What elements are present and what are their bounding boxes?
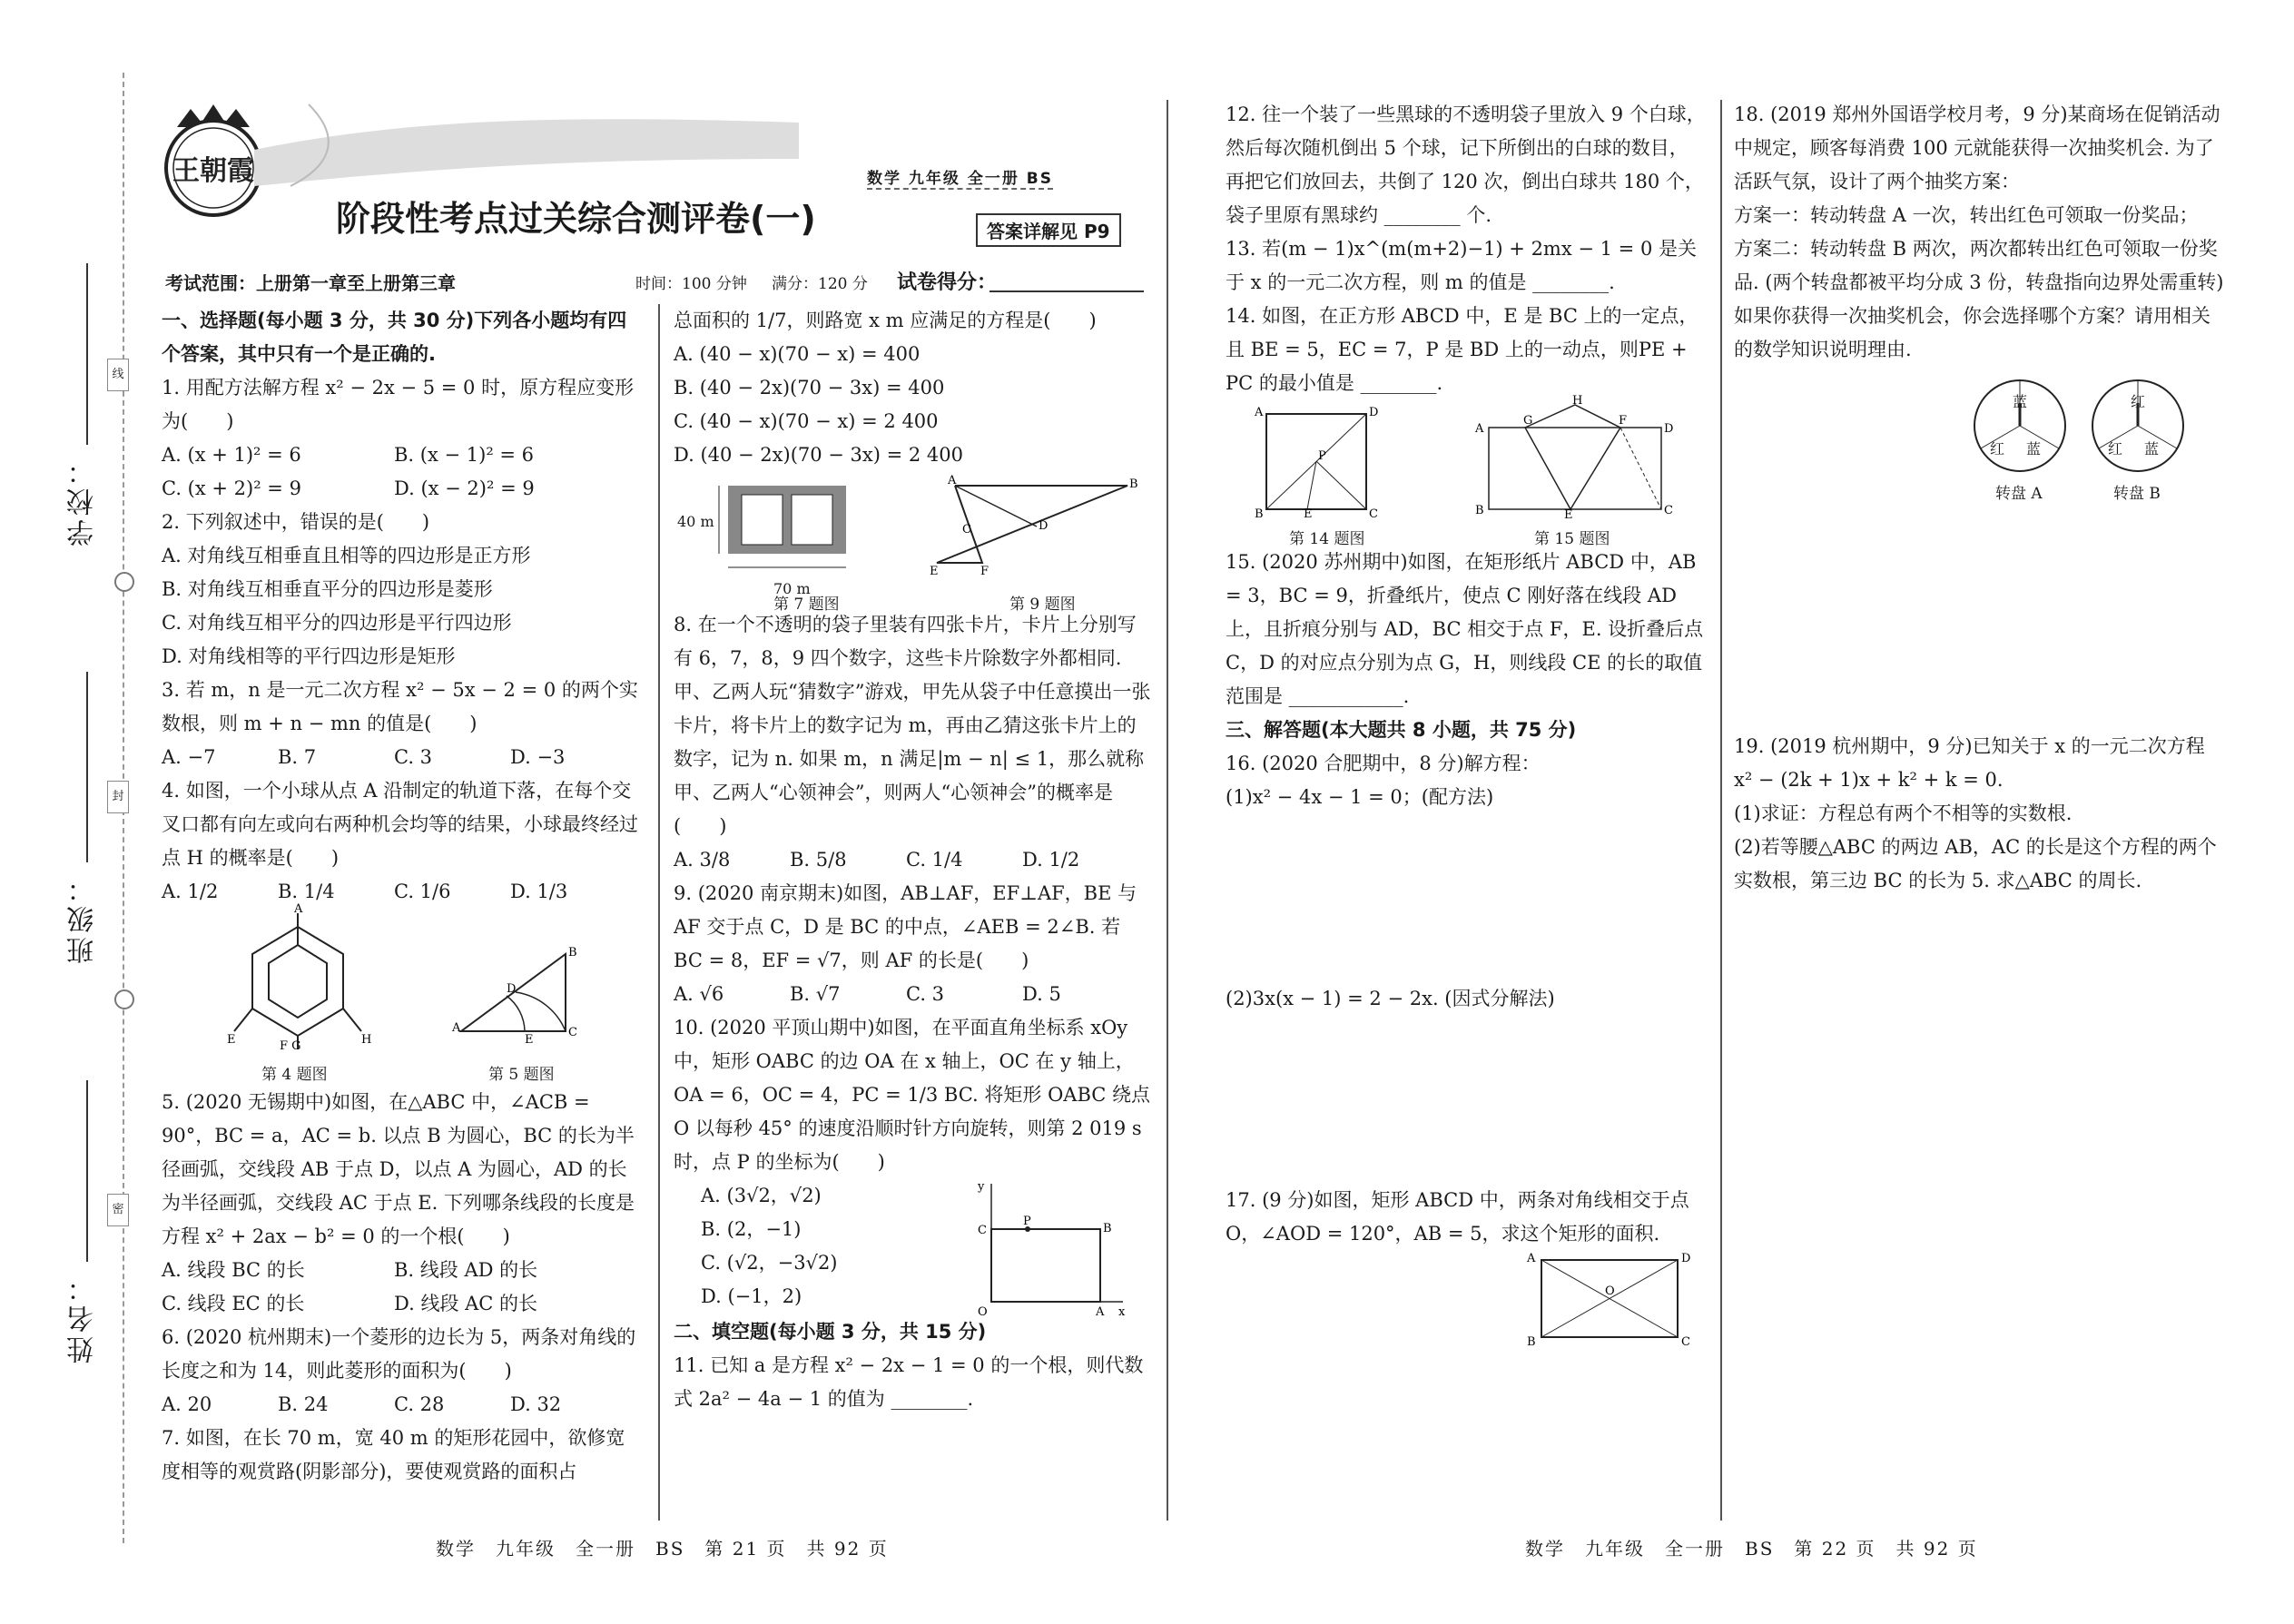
q3-option-c[interactable]: C. 3	[394, 746, 433, 768]
svg-text:C: C	[1664, 504, 1673, 517]
svg-text:B: B	[1527, 1335, 1536, 1349]
q9-option-c[interactable]: C. 3	[906, 983, 945, 1005]
q4-option-a[interactable]: A. 1/2	[162, 881, 219, 902]
figures-14-15	[1226, 394, 1707, 548]
svg-text:F G: F G	[280, 1039, 301, 1053]
column-2	[674, 304, 1155, 1416]
q3-options	[162, 741, 643, 774]
exam-time: 时间：100 分钟	[635, 275, 747, 293]
q10-option-a[interactable]: A. (3√2，√2)	[701, 1185, 822, 1206]
seal-secret: 密	[107, 1194, 129, 1226]
question-4: 4. 如图，一个小球从点 A 沿制定的轨道下落，在每个交叉口都有向左或向右两种机会均等的结果，小球最终经过点 H 的概率是( )	[162, 780, 638, 869]
figure-7-width-label: 70 m	[773, 580, 811, 597]
question-18-plan-1: 方案一：转动转盘 A 一次，转出红色可领取一份奖品；	[1734, 204, 2199, 226]
q3-option-b[interactable]: B. 7	[278, 746, 317, 768]
q3-option-d[interactable]: D. −3	[510, 746, 566, 768]
question-19-part-1: (1)求证：方程总有两个不相等的实数根.	[1734, 802, 2072, 824]
svg-text:D: D	[507, 982, 517, 996]
school-blank[interactable]	[86, 263, 88, 445]
svg-text:E: E	[525, 1033, 534, 1047]
figure-5-caption: 第 5 题图	[488, 1066, 555, 1084]
svg-text:B: B	[1475, 504, 1484, 517]
exam-scope: 考试范围：上册第一章至上册第三章	[165, 272, 456, 294]
question-16: 16. (2020 合肥期中，8 分)解方程：	[1226, 753, 1541, 774]
class-blank[interactable]	[86, 672, 88, 862]
svg-text:D: D	[1039, 519, 1049, 533]
spinner-b-blue: 蓝	[2144, 440, 2160, 458]
question-16-part-2: (2)3x(x − 1) = 2 − 2x. (因式分解法)	[1226, 988, 1555, 1009]
q5-option-a[interactable]: A. 线段 BC 的长	[162, 1259, 305, 1281]
seal-seal: 封	[107, 781, 129, 813]
svg-text:A: A	[1527, 1252, 1536, 1265]
column-1	[162, 304, 643, 1489]
q1-options	[162, 438, 643, 506]
question-19-part-2: (2)若等腰△ABC 的两边 AB，AC 的长是这个方程的两个实数根，第三边 BC 的长为 5. 求△ABC 的周长.	[1734, 836, 2217, 891]
spinner-b-red: 红	[2108, 440, 2123, 458]
figure-17-block	[1226, 1251, 1707, 1351]
q9-option-a[interactable]: A. √6	[674, 983, 724, 1005]
name-label: 姓名：	[67, 1271, 99, 1363]
q16-1-answer-space[interactable]	[1226, 814, 1707, 982]
question-1: 1. 用配方法解方程 x² − 2x − 5 = 0 时，原方程应变形为( )	[162, 377, 635, 432]
q5-option-b[interactable]: B. 线段 AD 的长	[394, 1259, 538, 1281]
q6-option-a[interactable]: A. 20	[162, 1393, 212, 1415]
q10-option-c[interactable]: C. (√2，−3√2)	[701, 1252, 838, 1274]
q2-option-b[interactable]: B. 对角线互相垂直平分的四边形是菱形	[162, 578, 493, 600]
svg-text:P: P	[1023, 1215, 1031, 1228]
footer-right: 数学 九年级 全一册 BS 第 22 页 共 92 页	[1525, 1538, 1978, 1560]
q3-option-a[interactable]: A. −7	[162, 746, 216, 768]
svg-text:H: H	[1572, 394, 1583, 408]
question-5: 5. (2020 无锡期中)如图，在△ABC 中，∠ACB = 90°，BC = a，AC = b. 以点 B 为圆心，BC 的长为半径画弧，交线段 AB 于点 D，以点 A 为圆心，AD 的长为半径画弧，交线段 AC 于点 E. 下列哪条线段的长度是方程 x² + 2ax − b² = 0 的一个根( )	[162, 1091, 635, 1247]
column-4	[1734, 98, 2224, 898]
school-label: 学校：	[67, 454, 99, 546]
figure-15-caption: 第 15 题图	[1534, 530, 1610, 548]
q5-option-c[interactable]: C. 线段 EC 的长	[162, 1293, 305, 1314]
svg-text:E: E	[227, 1033, 236, 1047]
q2-option-a[interactable]: A. 对角线互相垂直且相等的四边形是正方形	[162, 545, 531, 566]
svg-text:A: A	[1475, 422, 1484, 436]
spinner-a-caption: 转盘 A	[1995, 485, 2043, 503]
class-label: 班级：	[67, 871, 99, 964]
svg-text:王朝霞: 王朝霞	[172, 155, 254, 187]
score-label: 试卷得分：	[897, 271, 998, 294]
svg-text:A: A	[1096, 1305, 1105, 1319]
svg-text:B: B	[1129, 477, 1138, 491]
figure-4-caption: 第 4 题图	[261, 1066, 328, 1084]
svg-text:A: A	[294, 902, 303, 916]
q8-option-c[interactable]: C. 1/4	[906, 849, 963, 871]
q1-option-b[interactable]: B. (x − 1)² = 6	[394, 444, 535, 466]
q4-option-d[interactable]: D. 1/3	[510, 881, 568, 902]
seal-line: 线	[107, 359, 129, 391]
q8-option-d[interactable]: D. 1/2	[1022, 849, 1080, 871]
q9-option-d[interactable]: D. 5	[1022, 983, 1061, 1005]
figure-4-diagram	[225, 902, 372, 1054]
figure-7-caption: 第 7 题图	[773, 595, 840, 614]
q6-option-d[interactable]: D. 32	[510, 1393, 562, 1415]
question-6: 6. (2020 杭州期末)一个菱形的边长为 5，两条对角线的长度之和为 14，则此菱形的面积为( )	[162, 1326, 636, 1382]
figure-9-caption: 第 9 题图	[1009, 595, 1076, 614]
column-divider	[1720, 100, 1722, 1521]
question-18: 18. (2019 郑州外国语学校月考，9 分)某商场在促销活动中规定，顾客每消费 100 元就能获得一次抽奖机会. 为了活跃气氛，设计了两个抽奖方案：	[1734, 103, 2220, 192]
question-17: 17. (9 分)如图，矩形 ABCD 中，两条对角线相交于点 O，∠AOD = 120°，AB = 5，求这个矩形的面积.	[1226, 1189, 1689, 1245]
q1-option-d[interactable]: D. (x − 2)² = 9	[394, 477, 535, 499]
footer-left: 数学 九年级 全一册 BS 第 21 页 共 92 页	[436, 1538, 889, 1560]
q2-option-d[interactable]: D. 对角线相等的平行四边形是矩形	[162, 645, 456, 667]
question-7-continued: 总面积的 1/7，则路宽 x m 应满足的方程是( )	[674, 310, 1097, 331]
q2-option-c[interactable]: C. 对角线互相平分的四边形是平行四边形	[162, 612, 512, 634]
spinner-a-blue-top: 蓝	[2013, 393, 2028, 410]
q5-options	[162, 1254, 643, 1321]
figure-5-diagram	[452, 945, 579, 1045]
svg-text:C: C	[568, 1026, 577, 1039]
q6-options	[162, 1388, 643, 1422]
spinner-b-caption: 转盘 B	[2113, 485, 2161, 503]
figure-7-height-label: 40 m	[677, 513, 714, 530]
svg-text:H: H	[361, 1033, 372, 1047]
svg-text:D: D	[1681, 1252, 1691, 1265]
svg-text:C: C	[1369, 507, 1378, 521]
svg-text:E: E	[1304, 507, 1313, 521]
spinners-block	[1734, 367, 2224, 507]
q1-option-c[interactable]: C. (x + 2)² = 9	[162, 477, 301, 499]
spinner-a-blue-right: 蓝	[2026, 440, 2042, 458]
answer-reference: 答案详解见 P9	[976, 213, 1121, 247]
q6-option-b[interactable]: B. 24	[278, 1393, 329, 1415]
section2-title: 二、填空题(每小题 3 分，共 15 分)	[674, 1321, 987, 1343]
spinner-a-red: 红	[1990, 440, 2005, 458]
question-9: 9. (2020 南京期末)如图，AB⊥AF，EF⊥AF，BE 与 AF 交于点 C，D 是 BC 的中点，∠AEB = 2∠B. 若 BC = 8，EF = √7，则 AF 的长是( )	[674, 882, 1137, 971]
section3-title: 三、解答题(本大题共 8 小题，共 75 分)	[1226, 719, 1577, 741]
svg-text:B: B	[568, 946, 577, 960]
q4-options	[162, 875, 643, 909]
q10-option-b[interactable]: B. (2，−1)	[701, 1218, 802, 1240]
score-field[interactable]	[989, 290, 1144, 292]
svg-text:G: G	[1523, 414, 1533, 428]
question-12: 12. 往一个装了一些黑球的不透明袋子里放入 9 个白球，然后每次随机倒出 5 个球，记下所倒出的白球的数目，再把它们放回去，共倒了 120 次，倒出白球共 180 个，袋子里原有黑球约 ________ 个.	[1226, 103, 1706, 226]
svg-text:E: E	[1564, 508, 1573, 522]
svg-text:y: y	[978, 1180, 985, 1194]
svg-text:x: x	[1118, 1305, 1126, 1319]
page-title: 阶段性考点过关综合测评卷(一)	[336, 199, 816, 239]
question-18-plan-2: 方案二：转动转盘 B 两次，两次都转出红色可领取一份奖品. (两个转盘都被平均分成 3 份，转盘指向边界处需重转)	[1734, 238, 2224, 293]
svg-text:P: P	[1318, 449, 1326, 463]
svg-text:E: E	[930, 565, 939, 578]
svg-text:F: F	[980, 565, 989, 578]
name-blank[interactable]	[86, 1080, 88, 1262]
question-10: 10. (2020 平顶山期中)如图，在平面直角坐标系 xOy 中，矩形 OABC 的边 OA 在 x 轴上，OC 在 y 轴上，OA = 6，OC = 4，PC = 1/3 BC. 将矩形 OABC 绕点 O 以每秒 45° 的速度沿顺时针方向旋转，则第 2 019 s 时，点 P 的坐标为( )	[674, 1017, 1151, 1173]
binding-hole-icon	[114, 989, 134, 1009]
q8-option-a[interactable]: A. 3/8	[674, 849, 731, 871]
figure-14-diagram	[1253, 405, 1380, 521]
question-11: 11. 已知 a 是方程 x² − 2x − 1 = 0 的一个根，则代数式 2a² − 4a − 1 的值为 ________.	[674, 1354, 1144, 1410]
svg-text:C: C	[978, 1224, 987, 1237]
figures-4-5	[162, 902, 643, 1086]
svg-text:A: A	[452, 1021, 461, 1035]
q6-option-c[interactable]: C. 28	[394, 1393, 445, 1415]
q5-option-d[interactable]: D. 线段 AC 的长	[394, 1293, 538, 1314]
q1-option-a[interactable]: A. (x + 1)² = 6	[162, 444, 301, 466]
q10-block	[674, 1179, 1155, 1319]
figure-9-diagram	[928, 474, 1138, 578]
question-8: 8. 在一个不透明的袋子里装有四张卡片，卡片上分别写有 6，7，8，9 四个数字，这些卡片除数字外都相同. 甲、乙两人玩“猜数字”游戏，甲先从袋子中任意摸出一张卡片，将卡片上的数字记为 m，再由乙猜这张卡片上的数字，记为 n. 如果 m，n 满足|m − n| ≤ 1，那么就称甲、乙两人“心领神会”，则两人“心领神会”的概率是( )	[674, 614, 1151, 837]
question-13: 13. 若(m − 1)x^(m(m+2)−1) + 2mx − 1 = 0 是关于 x 的一元二次方程，则 m 的值是 ________.	[1226, 238, 1697, 293]
q8-option-b[interactable]: B. 5/8	[790, 849, 847, 871]
svg-text:F: F	[1619, 414, 1628, 428]
q9-option-b[interactable]: B. √7	[790, 983, 841, 1005]
svg-text:C: C	[1681, 1335, 1690, 1349]
column-3	[1226, 98, 1707, 1351]
section1-title: 一、选择题(每小题 3 分，共 30 分)下列各小题均有四个答案，其中只有一个是正确的.	[162, 310, 627, 365]
svg-text:A: A	[1255, 406, 1264, 419]
q7-option-d[interactable]: D. (40 − 2x)(70 − 3x) = 2 400	[674, 444, 964, 466]
question-18-ask: 如果你获得一次抽奖机会，你会选择哪个方案？请用相关的数学知识说明理由.	[1734, 305, 2210, 360]
svg-text:O: O	[978, 1305, 988, 1319]
q18-answer-space[interactable]	[1734, 507, 2224, 730]
figure-17-diagram	[1525, 1251, 1698, 1351]
figure-15-diagram	[1471, 394, 1679, 522]
binding-hole-icon	[114, 572, 134, 592]
q4-option-c[interactable]: C. 1/6	[394, 881, 451, 902]
question-2: 2. 下列叙述中，错误的是( )	[162, 511, 430, 533]
q8-options	[674, 843, 1155, 877]
exam-total: 满分：120 分	[772, 275, 868, 293]
q10-option-d[interactable]: D. (−1，2)	[701, 1285, 802, 1307]
svg-text:B: B	[1103, 1222, 1112, 1235]
question-14: 14. 如图，在正方形 ABCD 中，E 是 BC 上的一定点，且 BE = 5，EC = 7，P 是 BD 上的一动点，则PE + PC 的最小值是 ________.	[1226, 305, 1698, 394]
subject-tag: 数学 九年级 全一册 BS	[867, 165, 1053, 190]
svg-text:O: O	[1605, 1284, 1615, 1298]
q16-2-answer-space[interactable]	[1226, 1016, 1707, 1184]
svg-text:D: D	[1369, 406, 1379, 419]
figure-10-diagram	[973, 1179, 1127, 1319]
q7-option-a[interactable]: A. (40 − x)(70 − x) = 400	[674, 343, 921, 365]
svg-text:C: C	[962, 523, 971, 536]
q7-option-b[interactable]: B. (40 − 2x)(70 − 3x) = 400	[674, 377, 945, 399]
figure-14-caption: 第 14 题图	[1289, 530, 1365, 548]
column-divider	[658, 304, 660, 1521]
question-7: 7. 如图，在长 70 m，宽 40 m 的矩形花园中，欲修宽度相等的观赏路(阴影部分)，要使观赏路的面积占	[162, 1427, 625, 1482]
svg-text:D: D	[1664, 422, 1674, 436]
figures-7-9	[674, 472, 1155, 614]
figure-7-diagram	[692, 481, 873, 581]
question-15: 15. (2020 苏州期中)如图，在矩形纸片 ABCD 中，AB = 3，BC = 9，折叠纸片，使点 C 刚好落在线段 AD 上，且折痕分别与 AD，BC 相交于点 F，E. 设折叠后点 C，D 的对应点分别为点 G，H，则线段 CE 的长的取值范围是 ____________.	[1226, 551, 1704, 707]
question-19: 19. (2019 杭州期中，9 分)已知关于 x 的一元二次方程 x² − (2k + 1)x + k² + k = 0.	[1734, 735, 2205, 791]
q9-options	[674, 978, 1155, 1011]
question-3: 3. 若 m，n 是一元二次方程 x² − 5x − 2 = 0 的两个实数根，则 m + n − mn 的值是( )	[162, 679, 638, 734]
q7-option-c[interactable]: C. (40 − x)(70 − x) = 2 400	[674, 410, 939, 432]
header-ribbon	[254, 86, 799, 204]
svg-text:B: B	[1255, 507, 1264, 521]
svg-text:A: A	[948, 474, 957, 487]
q4-option-b[interactable]: B. 1/4	[278, 881, 335, 902]
spinner-b-red-top: 红	[2131, 393, 2146, 410]
page-fold-divider	[1167, 100, 1168, 1521]
question-16-part-1: (1)x² − 4x − 1 = 0；(配方法)	[1226, 786, 1494, 808]
